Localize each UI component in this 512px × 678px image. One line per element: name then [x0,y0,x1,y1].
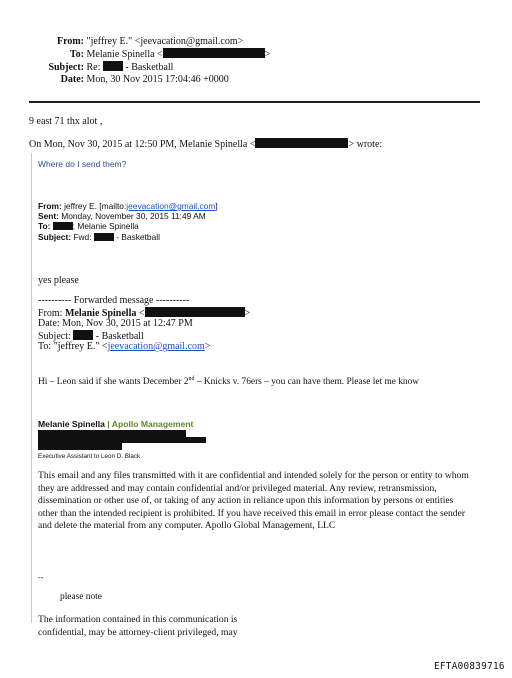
quoted-from-row [38,201,218,211]
forwarded-from-close: > [244,307,251,319]
quote-bar [31,153,32,623]
signature-line [38,419,193,429]
header-to-prefix: Melanie Spinella < [86,49,163,60]
message-superscript: nd [188,376,195,382]
quoted-from-label: From: [38,201,62,211]
quote-intro-prefix: On Mon, Nov 30, 2015 at 12:50 PM, Melanie Spinella < [29,139,256,150]
header-subject-label: Subject: [48,62,84,73]
document-id: EFTA00839716 [434,661,505,672]
quoted-sent-value: Monday, November 30, 2015 11:49 AM [61,211,206,222]
quoted-sent-label: Sent: [38,211,59,222]
signature-name: Melanie Spinella [38,419,105,429]
header-date-row [0,74,229,85]
forwarded-subject-label: Subject: [38,330,71,342]
forwarded-separator: ---------- Forwarded message ---------- [38,295,190,306]
signature-company: Apollo Management [111,419,194,429]
forwarded-to-suffix: > [204,341,211,352]
quoted-from-close: ] [215,201,218,211]
header-to-row [0,48,270,60]
redaction-bar [94,233,114,241]
please-note-text: please note [60,592,102,602]
privilege-notice: The information contained in this communication is confidential, may be attorney-client privileged, may [38,614,238,638]
message-part-a: Hi – Leon said if she wants December 2 [38,377,189,388]
quoted-to-label: To: [38,221,51,232]
reply-text: 9 east 71 thx alot , [29,116,103,127]
quoted-subject-suffix: - Basketball [116,231,160,242]
quoted-header-block [38,201,218,242]
header-to-suffix: > [264,49,271,60]
quoted-subject-row [38,232,218,242]
quoted-subject-label: Subject: [38,231,72,242]
redaction-bar [53,222,73,230]
signature-dashes: -- [38,573,44,582]
quoted-from-value: jeffrey E. [mailto: [64,201,127,211]
redaction-bar [103,61,123,71]
forwarded-from-name: Melanie Spinella [64,307,137,319]
quoted-subject-prefix: Fwd: [73,231,92,242]
yes-please-text: yes please [38,275,79,286]
message-part-b: – Knicks v. 76ers – you can have them. Please let me know [194,377,420,388]
forwarded-subject-suffix: - Basketball [95,330,144,342]
header-subject-prefix: Re: [86,62,101,73]
header-from-label: From: [56,36,84,47]
quoted-from-link[interactable]: jeevacation@gmail.com [126,201,216,211]
forwarded-to-row [38,342,250,353]
quoted-sent-row [38,211,218,221]
forwarded-to-prefix: To: "jeffrey E." < [38,341,108,352]
header-subject-suffix: - Basketball [125,62,174,73]
confidentiality-disclaimer: This email and any files transmitted with it are confidential and intended solely for the person or entity to whom they are addressed and may contain confidential and/or privileged material. Any review, retransmission, dissemination or other use of, or taking of any action in reliance upon this information by persons or entities other than the intended recipient is prohibited. If you have received this email in error please contact the sender and delete the material from any computer. Apollo Global Management, LLC [38,470,469,532]
signature-title: Executive Assistant to Leon D. Black [38,453,141,460]
forwarded-date: Date: Mon, Nov 30, 2015 at 12:47 PM [38,318,193,329]
redaction-bar [73,330,93,340]
header-date-value: Mon, 30 Nov 2015 17:04:46 +0000 [86,74,229,85]
quote-intro-suffix: > wrote: [348,139,383,150]
redaction-bar [145,307,245,317]
header-date-label: Date: [60,74,84,85]
redaction-bar [163,48,265,58]
header-divider [29,101,480,103]
signature-separator: | [104,419,112,429]
forwarded-to-link[interactable]: jeevacation@gmail.com [107,341,205,352]
header-from-value: "jeffrey E." <jeevacation@gmail.com> [86,36,244,47]
quote-intro [29,138,382,150]
header-from-row [0,36,243,47]
quoted-question: Where do I send them? [38,159,127,169]
message-text [38,376,419,387]
forwarded-from-open: < [138,307,145,319]
quoted-to-value: ; Melanie Spinella [72,221,139,232]
header-subject-row [0,61,173,73]
header-to-label: To: [69,49,84,60]
forwarded-from-label: From: [38,307,63,319]
redaction-bar [38,443,122,450]
redaction-bar [255,138,348,148]
quoted-to-row [38,221,218,231]
forwarded-block [38,296,250,353]
